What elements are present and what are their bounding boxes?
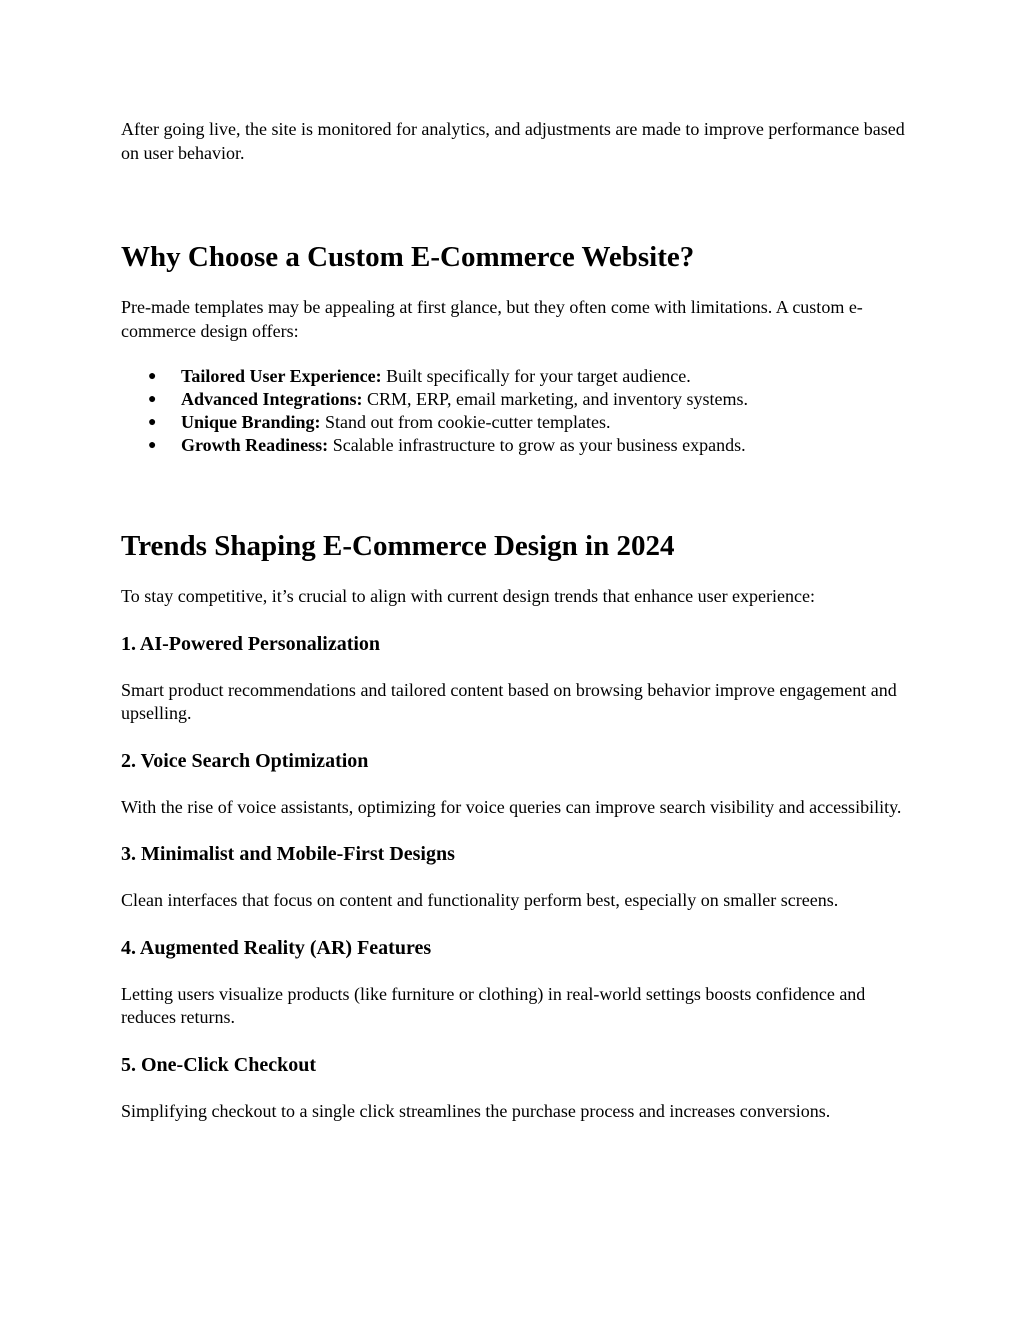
trends-heading: Trends Shaping E-Commerce Design in 2024 (121, 530, 675, 562)
trend-title: 5. One-Click Checkout (121, 1053, 316, 1076)
list-item-desc: Stand out from cookie-cutter templates. (320, 412, 611, 432)
trend-text: With the rise of voice assistants, optimizing for voice queries can improve search visibility and accessibility. (121, 796, 902, 817)
list-item (121, 365, 911, 388)
trend-title: 1. AI-Powered Personalization (121, 632, 381, 655)
trend-title: 2. Voice Search Optimization (121, 749, 369, 772)
list-item-term: Growth Readiness: (181, 435, 329, 455)
list-item (121, 434, 911, 457)
why-intro-paragraph: Pre-made templates may be appealing at first glance, but they often come with limitations. A custom e-commerce design offers: (121, 297, 863, 341)
trend-text: Letting users visualize products (like furniture or clothing) in real-world settings boosts confidence and reduces returns. (121, 983, 866, 1027)
bullet-icon: ● (148, 392, 157, 407)
benefits-list (121, 365, 911, 457)
list-item (121, 411, 911, 434)
trends-intro-paragraph: To stay competitive, it’s crucial to align with current design trends that enhance user experience: (121, 586, 816, 606)
intro-paragraph: After going live, the site is monitored for analytics, and adjustments are made to improve performance based on user behavior. (121, 119, 905, 163)
trend-text: Simplifying checkout to a single click streamlines the purchase process and increases conversions. (121, 1100, 831, 1121)
list-item (121, 388, 911, 411)
list-item-term: Unique Branding: (181, 412, 321, 432)
trend-text: Clean interfaces that focus on content and functionality perform best, especially on smaller screens. (121, 890, 839, 910)
bullet-icon: ● (148, 415, 157, 430)
bullet-icon: ● (148, 438, 157, 453)
bullet-icon: ● (148, 369, 157, 384)
why-heading: Why Choose a Custom E-Commerce Website? (121, 241, 695, 273)
list-item-term: Tailored User Experience: (181, 366, 382, 386)
list-item-desc: Built specifically for your target audience. (381, 366, 691, 386)
trend-title: 3. Minimalist and Mobile-First Designs (121, 843, 455, 865)
trend-title: 4. Augmented Reality (AR) Features (121, 936, 432, 959)
list-item-desc: CRM, ERP, email marketing, and inventory systems. (362, 389, 748, 409)
list-item-desc: Scalable infrastructure to grow as your business expands. (328, 435, 746, 455)
list-item-term: Advanced Integrations: (181, 389, 363, 409)
trend-text: Smart product recommendations and tailored content based on browsing behavior improve engagement and upselling. (121, 679, 897, 723)
document-page (121, 118, 911, 1123)
